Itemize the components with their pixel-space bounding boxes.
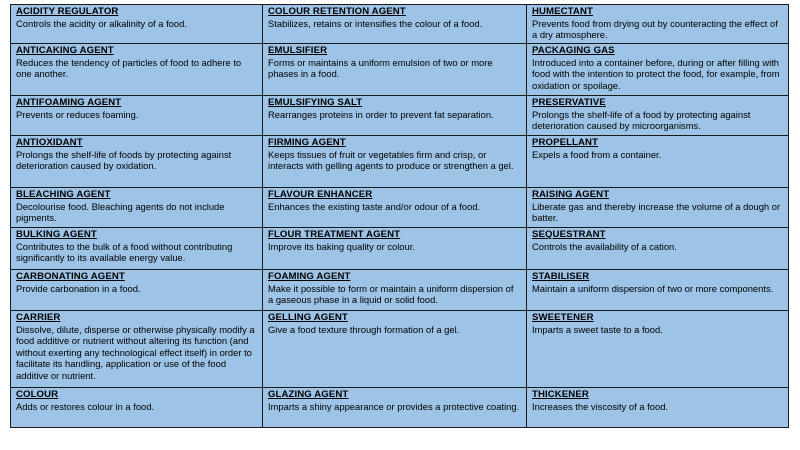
term-definition: Prolongs the shelf-life of foods by protecting against deterioration caused by oxidation. (16, 148, 232, 171)
term-definition: Contributes to the bulk of a food without contributing significantly to its available energy value. (16, 240, 233, 263)
term-title: ANTIOXIDANT (16, 137, 83, 148)
table-row (11, 136, 789, 188)
table-cell (263, 228, 527, 270)
table-cell (11, 311, 263, 388)
table-cell (11, 5, 263, 44)
term-title: GLAZING AGENT (268, 389, 349, 400)
table-cell (263, 311, 527, 388)
term-title: FLAVOUR ENHANCER (268, 189, 373, 200)
term-title: COLOUR RETENTION AGENT (268, 6, 406, 17)
table-cell (527, 388, 789, 428)
table-cell (263, 270, 527, 311)
term-definition: Imparts a sweet taste to a food. (532, 323, 663, 335)
term-definition: Adds or restores colour in a food. (16, 400, 155, 412)
term-definition: Prevents or reduces foaming. (16, 108, 139, 120)
term-title: BLEACHING AGENT (16, 189, 111, 200)
food-additive-classes-table (10, 4, 789, 428)
term-definition: Dissolve, dilute, disperse or otherwise physically modify a food additive or nutrient without altering its function (and without exerting any technological effect itself) in order to facilitate its handling, application or use of the food additive or nutrient. (16, 323, 255, 381)
term-title: CARRIER (16, 312, 61, 323)
table-row (11, 228, 789, 270)
table-cell (11, 44, 263, 96)
term-definition: Rearranges proteins in order to prevent fat separation. (268, 108, 494, 120)
term-definition: Provide carbonation in a food. (16, 282, 141, 294)
term-title: SEQUESTRANT (532, 229, 606, 240)
table-cell (11, 388, 263, 428)
term-title: SWEETENER (532, 312, 594, 323)
table-row (11, 5, 789, 44)
term-definition: Decolourise food. Bleaching agents do not include pigments. (16, 200, 225, 223)
term-definition: Improve its baking quality or colour. (268, 240, 415, 252)
term-definition: Stabilizes, retains or intensifies the colour of a food. (268, 17, 483, 29)
term-title: COLOUR (16, 389, 59, 400)
term-definition: Enhances the existing taste and/or odour of a food. (268, 200, 481, 212)
table-cell (11, 270, 263, 311)
table-cell (527, 44, 789, 96)
term-definition: Prolongs the shelf-life of a food by protecting against deterioration caused by microorganisms. (532, 108, 751, 131)
table-cell (527, 5, 789, 44)
term-definition: Maintain a uniform dispersion of two or more components. (532, 282, 774, 294)
term-definition: Forms or maintains a uniform emulsion of two or more phases in a food. (268, 56, 493, 79)
term-title: FOAMING AGENT (268, 271, 351, 282)
table-cell (11, 96, 263, 136)
term-definition: Imparts a shiny appearance or provides a protective coating. (268, 400, 520, 412)
term-definition: Keeps tissues of fruit or vegetables firm and crisp, or interacts with gelling agents to produce or strengthen a gel. (268, 148, 514, 171)
table-cell (263, 5, 527, 44)
table-cell (527, 228, 789, 270)
term-title: STABILISER (532, 271, 590, 282)
table-row (11, 96, 789, 136)
term-definition: Introduced into a container before, during or after filling with food with the intention to protect the food, for example, from oxidation or spoilage. (532, 56, 780, 91)
term-definition: Increases the viscosity of a food. (532, 400, 669, 412)
table-cell (527, 270, 789, 311)
term-definition: Make it possible to form or maintain a uniform dispersion of a gaseous phase in a liquid or solid food. (268, 282, 514, 305)
table-row (11, 188, 789, 228)
table-cell (263, 388, 527, 428)
term-definition: Give a food texture through formation of a gel. (268, 323, 460, 335)
table-cell (263, 96, 527, 136)
term-title: FLOUR TREATMENT AGENT (268, 229, 401, 240)
table-cell (527, 188, 789, 228)
table-cell (263, 136, 527, 188)
term-definition: Reduces the tendency of particles of food to adhere to one another. (16, 56, 242, 79)
table-body (11, 5, 789, 428)
table-cell (11, 188, 263, 228)
term-title: RAISING AGENT (532, 189, 610, 200)
table-row (11, 388, 789, 428)
term-title: PROPELLANT (532, 137, 599, 148)
term-title: GELLING AGENT (268, 312, 348, 323)
table-row (11, 311, 789, 388)
term-definition: Prevents food from drying out by counteracting the effect of a dry atmosphere. (532, 17, 778, 40)
term-title: ANTIFOAMING AGENT (16, 97, 122, 108)
term-title: CARBONATING AGENT (16, 271, 125, 282)
term-title: ACIDITY REGULATOR (16, 6, 119, 17)
table-cell (527, 311, 789, 388)
term-title: BULKING AGENT (16, 229, 97, 240)
table-cell (263, 188, 527, 228)
table-cell (527, 96, 789, 136)
table-cell (11, 136, 263, 188)
term-title: HUMECTANT (532, 6, 593, 17)
table-row (11, 270, 789, 311)
term-title: THICKENER (532, 389, 589, 400)
term-definition: Liberate gas and thereby increase the volume of a dough or batter. (532, 200, 781, 223)
term-definition: Expels a food from a container. (532, 148, 662, 160)
table-row (11, 44, 789, 96)
table-cell (11, 228, 263, 270)
table-cell (527, 136, 789, 188)
term-title: PRESERVATIVE (532, 97, 606, 108)
term-title: EMULSIFYING SALT (268, 97, 363, 108)
term-title: ANTICAKING AGENT (16, 45, 114, 56)
table-cell (263, 44, 527, 96)
term-title: PACKAGING GAS (532, 45, 615, 56)
term-title: FIRMING AGENT (268, 137, 346, 148)
term-definition: Controls the acidity or alkalinity of a food. (16, 17, 187, 29)
term-definition: Controls the availability of a cation. (532, 240, 677, 252)
term-title: EMULSIFIER (268, 45, 328, 56)
